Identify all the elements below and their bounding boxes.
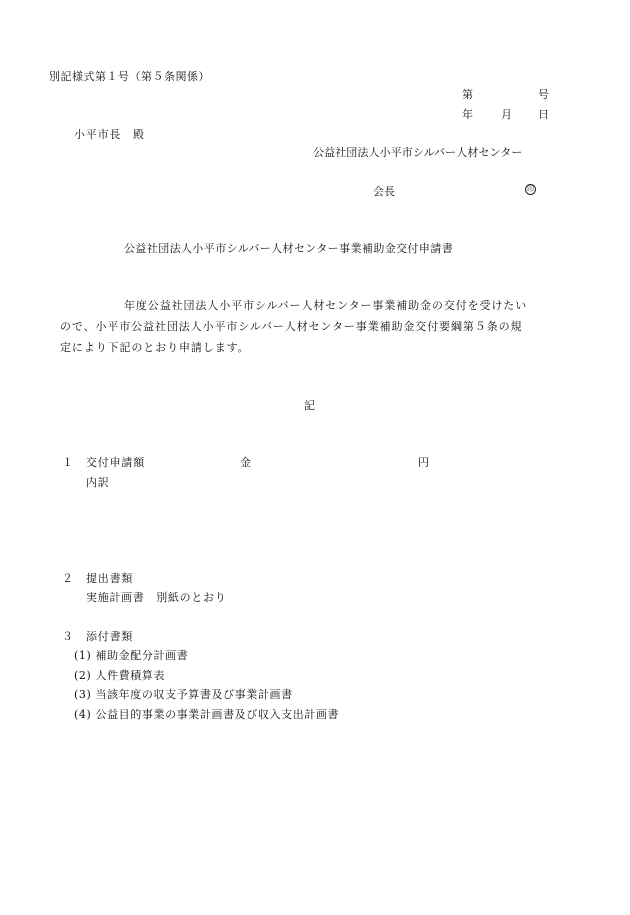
item1-number: １ — [62, 456, 73, 469]
date-month: 月 — [501, 108, 512, 121]
form-label: 別記様式第１号（第５条関係） — [49, 70, 210, 83]
body-line-1: 年度公益社団法人小平市シルバー人材センター事業補助金の交付を受けたい — [124, 299, 528, 312]
attachment-item-1: (1) 補助金配分計画書 — [74, 649, 189, 662]
body-line-2: ので、小平市公益社団法人小平市シルバー人材センター事業補助金交付要綱第５条の規 — [60, 320, 523, 333]
attachment-item-4: (4) 公益目的事業の事業計画書及び収入支出計画書 — [74, 708, 340, 721]
item3-label: 添付書類 — [86, 630, 134, 643]
number-prefix: 第 — [462, 88, 473, 101]
item2-detail: 実施計画書 別紙のとおり — [86, 591, 227, 604]
attachment-item-3: (3) 当該年度の収支予算書及び事業計画書 — [74, 688, 293, 701]
item1-label: 交付申請額 — [86, 456, 145, 469]
date-day: 日 — [538, 108, 549, 121]
ki-heading: 記 — [304, 399, 315, 412]
item2-number: ２ — [62, 572, 73, 585]
item1-breakdown: 内訳 — [86, 476, 110, 489]
document-title: 公益社団法人小平市シルバー人材センター事業補助金交付申請書 — [124, 242, 454, 255]
date-year: 年 — [462, 108, 473, 121]
addressee: 小平市長 殿 — [74, 128, 145, 141]
item1-kin: 金 — [240, 456, 251, 469]
seal-icon: 印 — [527, 185, 534, 193]
applicant-org: 公益社団法人小平市シルバー人材センター — [313, 146, 523, 159]
item1-yen: 円 — [418, 456, 429, 469]
item3-number: ３ — [62, 630, 73, 643]
number-suffix: 号 — [538, 88, 549, 101]
attachment-item-2: (2) 人件費積算表 — [74, 669, 166, 682]
item2-label: 提出書類 — [86, 572, 134, 585]
body-line-3: 定により下記のとおり申請します。 — [60, 341, 250, 354]
applicant-role: 会長 — [373, 185, 395, 198]
